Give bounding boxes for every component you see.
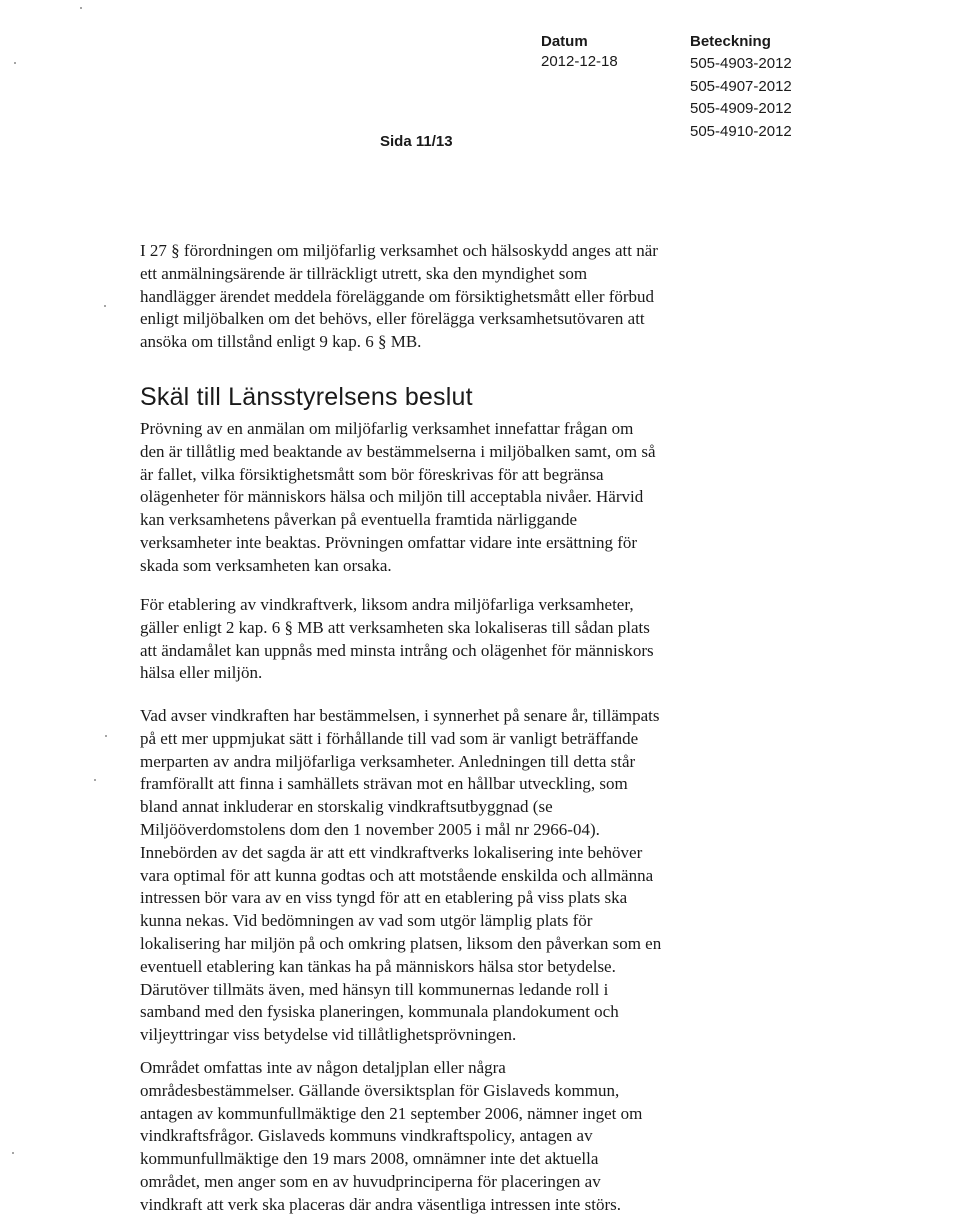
text-line: kommunfullmäktige den 19 mars 2008, omnämner inte det aktuella [140,1149,599,1169]
text-line: ansöka om tillstånd enligt 9 kap. 6 § MB. [140,332,422,352]
section-heading: Skäl till Länsstyrelsens beslut [140,383,473,411]
text-line: gäller enligt 2 kap. 6 § MB att verksamheten ska lokaliseras till sådan plats [140,617,650,637]
paragraph-location [140,594,730,685]
text-line: på ett mer uppmjukat sätt i förhållande till vad som är vanligt beträffande [140,728,639,748]
text-line: ett anmälningsärende är tillräckligt utrett, ska den myndighet som [140,263,588,283]
date-label: Datum [541,33,588,50]
text-line: vara optimal för att kunna godtas och att motstående enskilda och allmänna [140,865,654,885]
text-line: Vad avser vindkraften har bestämmelsen, i synnerhet på senare år, tillämpats [140,706,660,725]
text-line: eventuell etablering kan tänkas ha på människors hälsa stor betydelse. [140,956,616,976]
text-line: vindkraft att verk ska placeras där andra väsentliga intressen inte störs. [140,1194,622,1214]
reference-number: 505-4907-2012 [690,77,792,95]
text-line: I 27 § förordningen om miljöfarlig verksamhet och hälsoskydd anges att när [140,241,658,260]
scan-speck [80,7,82,9]
reference-number: 505-4903-2012 [690,55,792,72]
text-line: den är tillåtlig med beaktande av bestämmelserna i miljöbalken samt, om så [140,441,656,461]
text-line: vindkraftsfrågor. Gislaveds kommuns vindkraftspolicy, antagen av [140,1126,593,1146]
text-line: områdesbestämmelser. Gällande översiktsplan för Gislaveds kommun, [140,1080,620,1100]
text-line: Därutöver tillmäts även, med hänsyn till kommunernas ledande roll i [140,979,609,999]
scan-speck [12,1152,14,1154]
text-line: intressen bör vara av en viss tyngd för att en etablering på viss plats ska [140,888,628,908]
reference-numbers [690,53,792,143]
date-value: 2012-12-18 [541,53,618,70]
scan-speck [104,305,106,307]
text-line: framförallt att finna i samhällets strävan mot en hållbar utveckling, som [140,774,628,794]
text-line: antagen av kommunfullmäktige den 21 september 2006, nämner inget om [140,1103,643,1123]
page-number: Sida 11/13 [380,133,453,150]
reference-number: 505-4910-2012 [690,122,792,140]
scan-speck [94,779,96,781]
text-line: hälsa eller miljön. [140,663,263,683]
text-line: olägenheter för människors hälsa och miljön till acceptabla nivåer. Härvid [140,487,644,507]
text-line: samband med den fysiska planeringen, kommunala plandokument och [140,1002,619,1022]
paragraph-assessment [140,418,730,578]
text-line: För etablering av vindkraftverk, liksom andra miljöfarliga verksamheter, [140,595,634,614]
text-line: området, men anger som en av huvudprinciperna för placeringen av [140,1171,601,1191]
intro-paragraph [140,240,730,354]
text-line: är fallet, vilka försiktighetsmått som bör föreskrivas för att begränsa [140,464,604,484]
text-line: Prövning av en anmälan om miljöfarlig verksamhet innefattar frågan om [140,419,634,438]
text-line: bland annat inkluderar en storskalig vindkraftsutbyggnad (se [140,797,553,817]
reference-number: 505-4909-2012 [690,100,792,117]
reference-label: Beteckning [690,33,771,50]
scan-speck [105,735,107,737]
text-line: Miljööverdomstolens dom den 1 november 2005 i mål nr 2966-04). [140,819,600,839]
text-line: Området omfattas inte av någon detaljplan eller några [140,1058,506,1077]
paragraph-planning [140,1057,730,1217]
text-line: handlägger ärendet meddela föreläggande om försiktighetsmått eller förbud [140,286,655,306]
text-line: skada som verksamheten kan orsaka. [140,555,392,575]
scan-speck [14,62,16,64]
text-line: att ändamålet kan uppnås med minsta intrång och olägenhet för människors [140,640,654,660]
text-line: Innebörden av det sagda är att ett vindkraftverks lokalisering inte behöver [140,842,643,862]
text-line: lokalisering har miljön på och omkring platsen, liksom den påverkan som en [140,933,662,953]
text-line: viljeyttringar viss betydelse vid tillåtlighetsprövningen. [140,1025,517,1045]
paragraph-windpower [140,705,730,1047]
text-line: enligt miljöbalken om det behövs, eller förelägga verksamhetsutövaren att [140,309,645,329]
text-line: verksamheter inte beaktas. Prövningen omfattar vidare inte ersättning för [140,532,638,552]
text-line: kan verksamhetens påverkan på eventuella framtida närliggande [140,510,578,530]
text-line: merparten av andra miljöfarliga verksamheter. Anledningen till detta står [140,751,636,771]
text-line: kunna nekas. Vid bedömningen av vad som utgör lämplig plats för [140,911,593,931]
